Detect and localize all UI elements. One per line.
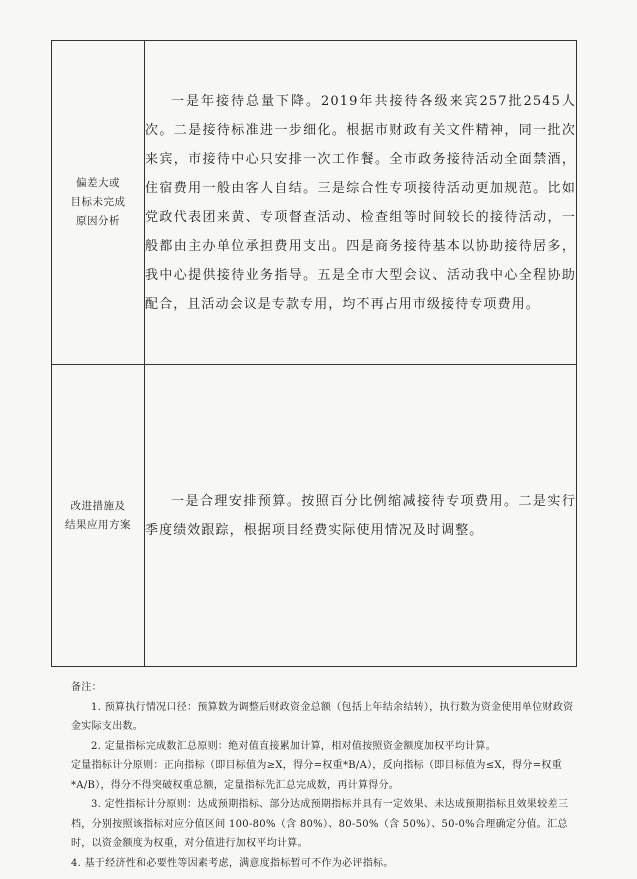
improvement-measures-content [145, 365, 577, 667]
deviation-analysis-text: 一是年接待总量下降。2019年共接待各级来宾257批2545人次。二是接待标准进一步细化。根据市财政有关文件精神，同一批次来宾，市接待中心只安排一次工作餐。全市政务接待活动全面禁酒，住宿费用一般由客人自结。三是综合性专项接待活动更加规范。比如党政代表团来黄、专项督查活动、检查组等时间较长的接待活动，一般都由主办单位承担费用支出。四是商务接待基本以协助接待居多，我中心提供接待业务指导。五是全市大型会议、活动我中心全程协助配合，且活动会议是专款专用，均不再占用市级接待专项费用。 [145, 93, 576, 312]
note-4: 4. 基于经济性和必要性等因素考虑，满意度指标暂可不作为必评指标。 [71, 857, 394, 869]
label-line: 原因分析 [76, 215, 120, 227]
improvement-measures-label [52, 365, 145, 667]
improvement-measures-text: 一是合理安排预算。按照百分比例缩减接待专项费用。二是实行季度绩效跟踪，根据项目经费实际使用情况及时调整。 [145, 493, 576, 538]
label-line: 结果应用方案 [65, 518, 131, 531]
evaluation-table [51, 40, 577, 667]
label-line: 目标未完成 [70, 196, 126, 208]
notes-section [71, 678, 581, 873]
note-3: 3. 定性指标计分原则：达成预期指标、部分达成预期指标并具有一定效果、未达成预期指标且效果较差三档，分别按照该指标对应分值区间 100-80%（含 80%）、80-50%（含 50%）、50-0%合理确定分值。汇总时，以资金额度为权重，对分值进行加权平均计算。 [71, 799, 569, 849]
deviation-analysis-row [52, 41, 577, 365]
label-line: 偏差大或 [76, 177, 120, 189]
note-1: 1. 预算执行情况口径：预算数为调整后财政资金总额（包括上年结余结转），执行数为资金使用单位财政资金实际支出数。 [71, 701, 574, 732]
notes-heading: 备注： [71, 682, 102, 693]
improvement-measures-row [52, 365, 577, 667]
deviation-analysis-content [145, 41, 577, 365]
deviation-analysis-label [52, 41, 145, 365]
note-2a: 2. 定量指标完成数汇总原则：绝对值直接累加计算，相对值按照资金额度加权平均计算。 [91, 740, 497, 752]
label-line: 改进措施及 [70, 499, 126, 512]
note-2b: 定量指标计分原则：正向指标（即目标值为≥X，得分=权重*B/A），反向指标（即目标值为≤X，得分=权重*A/B），得分不得突破权重总额，定量指标先汇总完成数，再计算得分。 [71, 760, 562, 791]
